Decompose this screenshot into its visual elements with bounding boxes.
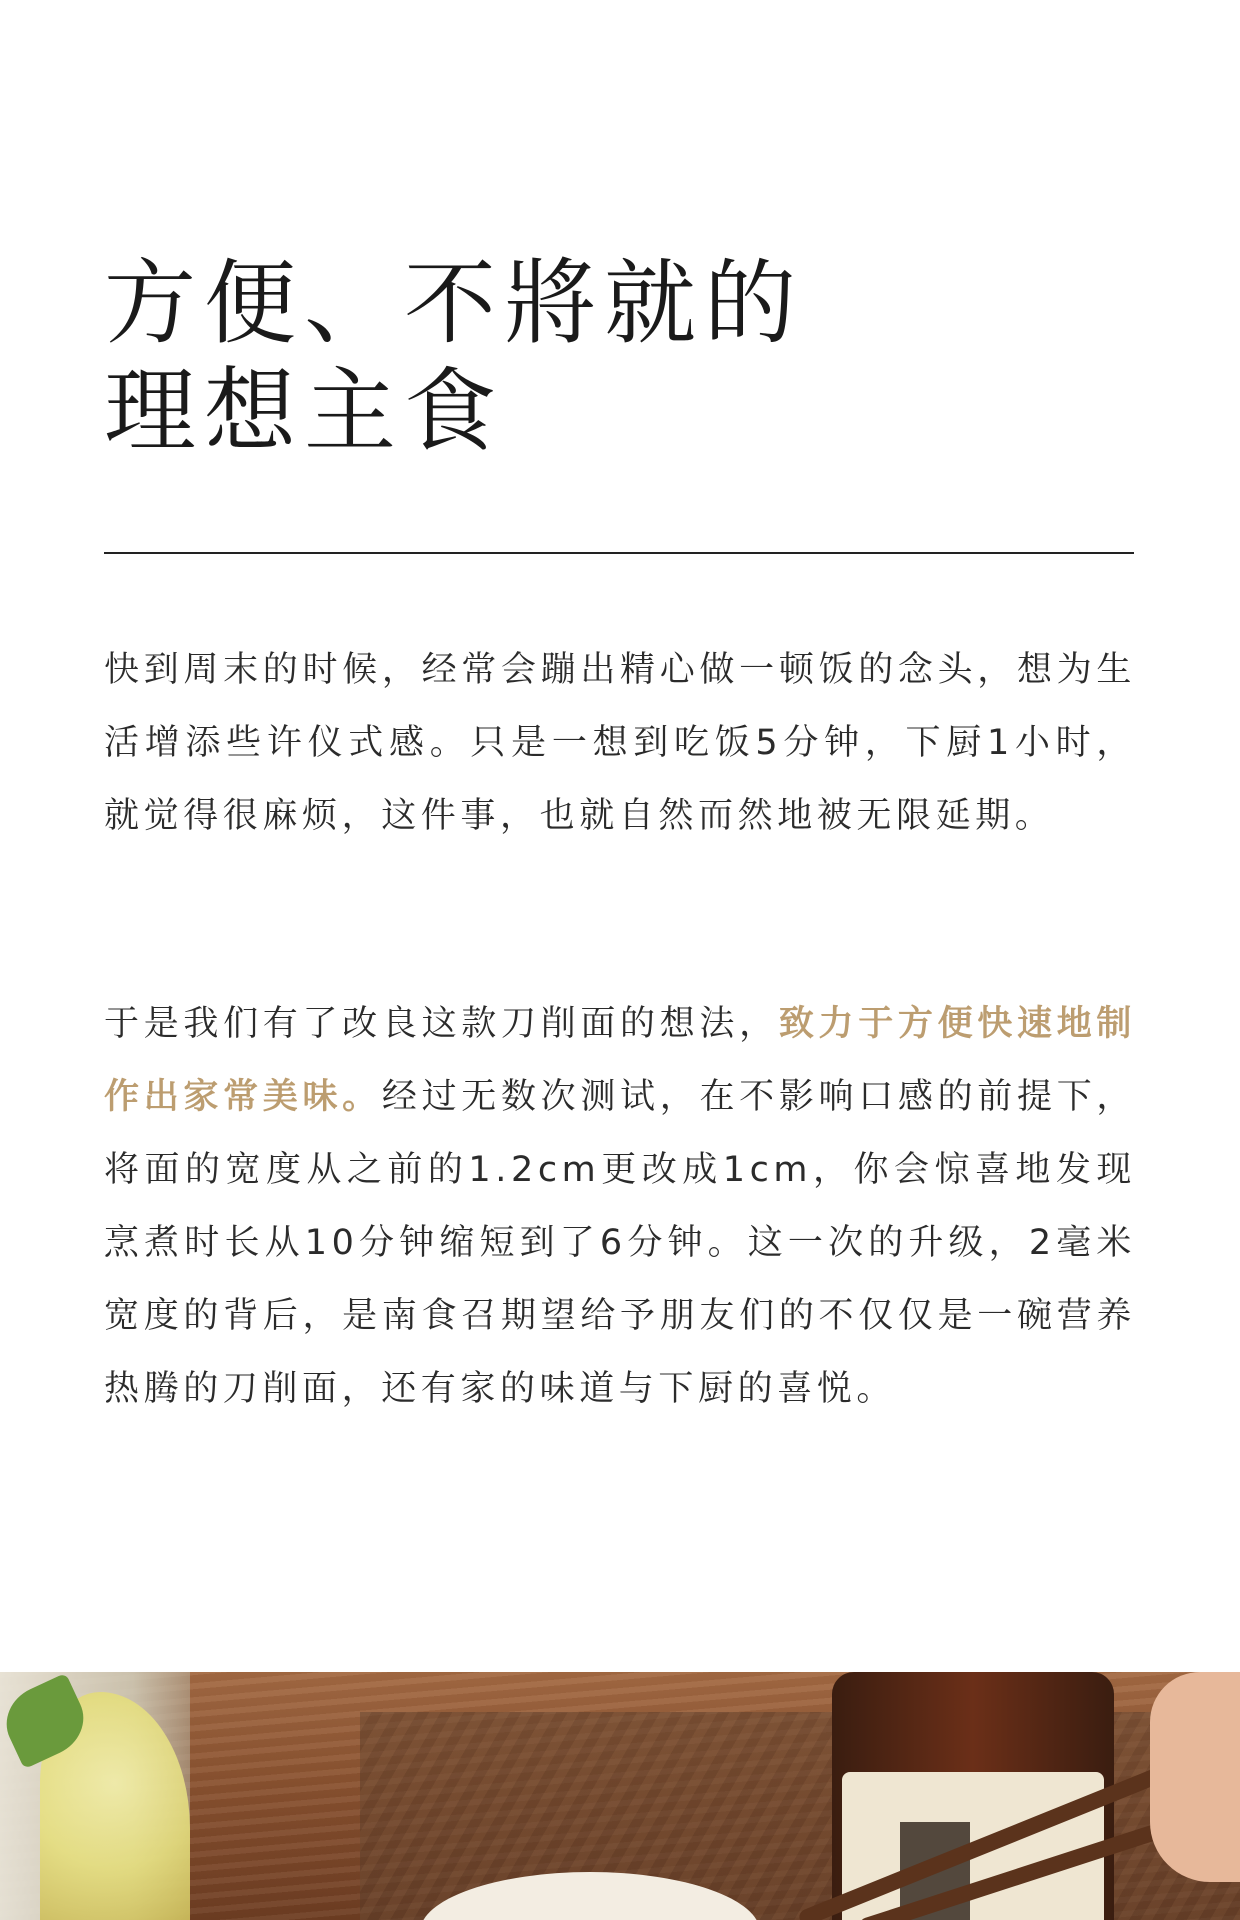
page-title xyxy=(104,250,804,466)
highlight-text: 致力于方便快速地制作出家常美味。 xyxy=(104,1004,1136,1117)
paragraph-text-before: 于是我们有了改良这款刀削面的想法， xyxy=(104,1004,779,1044)
title-line-1: 方便、不將就的 xyxy=(104,250,805,357)
intro-paragraph: 快到周末的时候，经常会蹦出精心做一顿饭的念头，想为生活增添些许仪式感。只是一想到吃饭5分钟，下厨1小时，就觉得很麻烦，这件事，也就自然而然地被无限延期。 xyxy=(104,650,1136,836)
divider xyxy=(104,552,1134,554)
upgrade-paragraph xyxy=(104,988,1136,1426)
food-photo xyxy=(0,1672,1240,1920)
title-line-2: 理想主食 xyxy=(104,358,505,465)
paragraph-text-after: 经过无数次测试，在不影响口感的前提下，将面的宽度从之前的1.2cm更改成1cm，你会惊喜地发现烹煮时长从10分钟缩短到了6分钟。这一次的升级，2毫米宽度的背后，是南食召期望给予朋友们的不仅仅是一碗营养热腾的刀削面，还有家的味道与下厨的喜悦。 xyxy=(104,1077,1136,1409)
hand xyxy=(1150,1672,1240,1882)
